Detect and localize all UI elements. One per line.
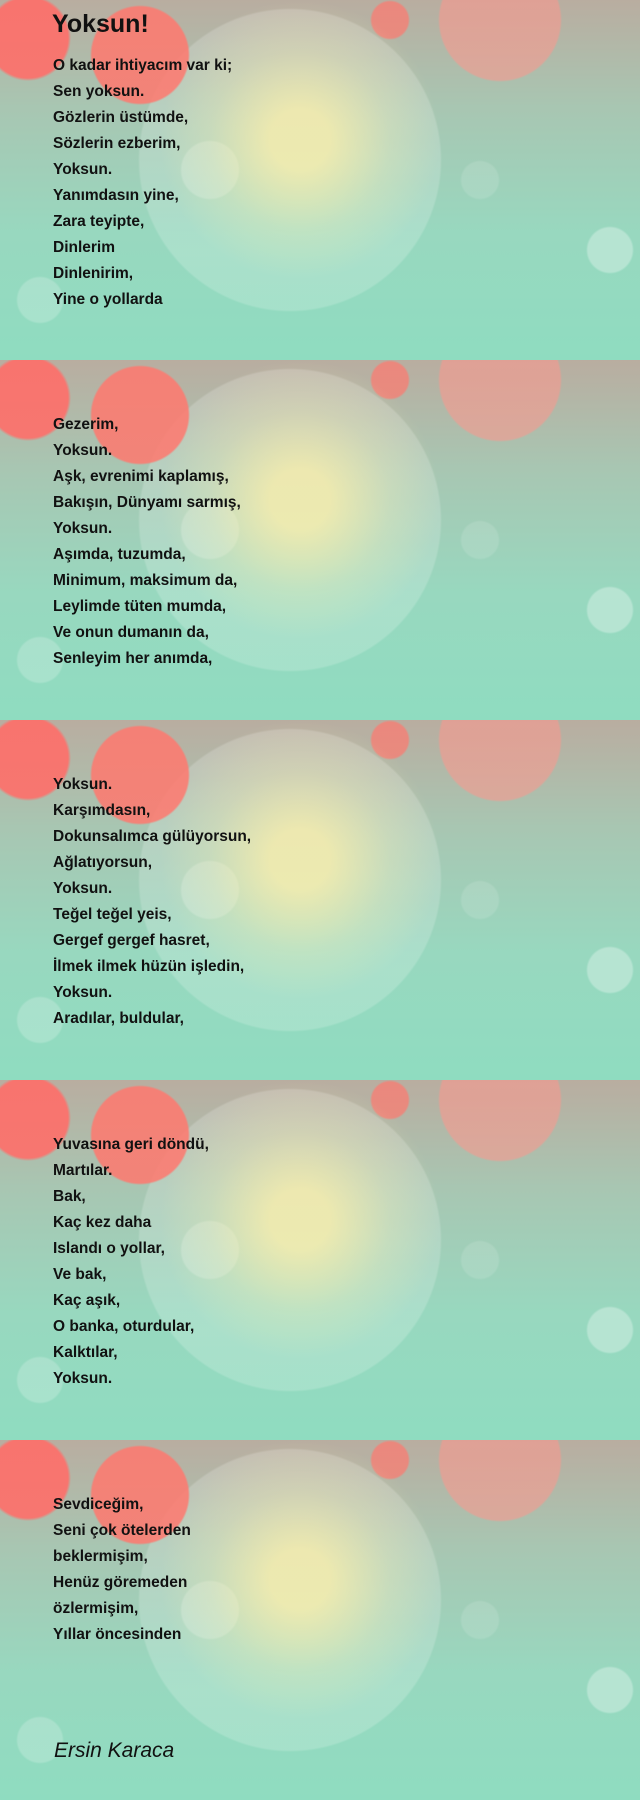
poem-line: Yine o yollarda (53, 291, 163, 308)
poem-line: Yoksun. (53, 442, 113, 459)
poem-line: Minimum, maksimum da, (53, 572, 238, 589)
poem-line: İlmek ilmek hüzün işledin, (53, 958, 245, 975)
poem-line: O banka, oturdular, (53, 1318, 195, 1335)
poem-line: Gözlerin üstümde, (53, 109, 189, 126)
poem-line: Aşımda, tuzumda, (53, 546, 186, 563)
poem-line: Zara teyipte, (53, 213, 145, 230)
poem-line: Karşımdasın, (53, 802, 151, 819)
poem-line: beklermişim, (53, 1548, 148, 1565)
poem-line: Kalktılar, (53, 1344, 118, 1361)
poem-line: O kadar ihtiyacım var ki; (53, 57, 233, 74)
poem-line: Yıllar öncesinden (53, 1626, 182, 1643)
poem-line: Bak, (53, 1188, 86, 1205)
poem-line: Ve bak, (53, 1266, 107, 1283)
poem-line: özlermişim, (53, 1600, 139, 1617)
poem-line: Kaç kez daha (53, 1214, 152, 1231)
stanza-2 (53, 412, 241, 672)
poem-line: Dokunsalımca gülüyorsun, (53, 828, 252, 845)
stanza-3 (53, 772, 251, 1032)
poem-panel-3 (0, 720, 640, 1080)
poem-line: Bakışın, Dünyamı sarmış, (53, 494, 241, 511)
poem-panel-4 (0, 1080, 640, 1440)
poem-line: Ağlatıyorsun, (53, 854, 153, 871)
poem-line: Yanımdasın yine, (53, 187, 179, 204)
poem-line: Yuvasına geri döndü, (53, 1136, 209, 1153)
poem-line: Yoksun. (53, 1370, 113, 1387)
poem-line: Gergef gergef hasret, (53, 932, 210, 949)
poem-panel-5 (0, 1440, 640, 1800)
poem-line: Gezerim, (53, 416, 119, 433)
poem-line: Ve onun dumanın da, (53, 624, 209, 641)
poem-line: Martılar. (53, 1162, 113, 1179)
poem-panel-2 (0, 360, 640, 720)
poem-line: Senleyim her anımda, (53, 650, 213, 667)
poem-line: Seni çok ötelerden (53, 1522, 191, 1539)
poem-line: Sözlerin ezberim, (53, 135, 181, 152)
poem-line: Kaç aşık, (53, 1292, 121, 1309)
poem-line: Henüz göremeden (53, 1574, 188, 1591)
poem-line: Yoksun. (53, 776, 113, 793)
poem-line: Sen yoksun. (53, 83, 145, 100)
poem-line: Yoksun. (53, 520, 113, 537)
stanza-5 (53, 1492, 191, 1648)
poem-line: Sevdiceğim, (53, 1496, 144, 1513)
stanza-1 (53, 53, 232, 313)
poem-line: Islandı o yollar, (53, 1240, 165, 1257)
poem-line: Dinlerim (53, 239, 116, 256)
poem-line: Yoksun. (53, 880, 113, 897)
poem-line: Yoksun. (53, 984, 113, 1001)
poem-line: Dinlenirim, (53, 265, 134, 282)
stanza-4 (53, 1132, 209, 1392)
poem-line: Aradılar, buldular, (53, 1010, 184, 1027)
poem-line: Yoksun. (53, 161, 113, 178)
poem-line: Teğel teğel yeis, (53, 906, 172, 923)
poem-line: Aşk, evrenimi kaplamış, (53, 468, 229, 485)
poem-title: Yoksun! (52, 10, 149, 38)
poem-line: Leylimde tüten mumda, (53, 598, 227, 615)
poem-panel-1 (0, 0, 640, 360)
author-name: Ersin Karaca (54, 1739, 175, 1762)
